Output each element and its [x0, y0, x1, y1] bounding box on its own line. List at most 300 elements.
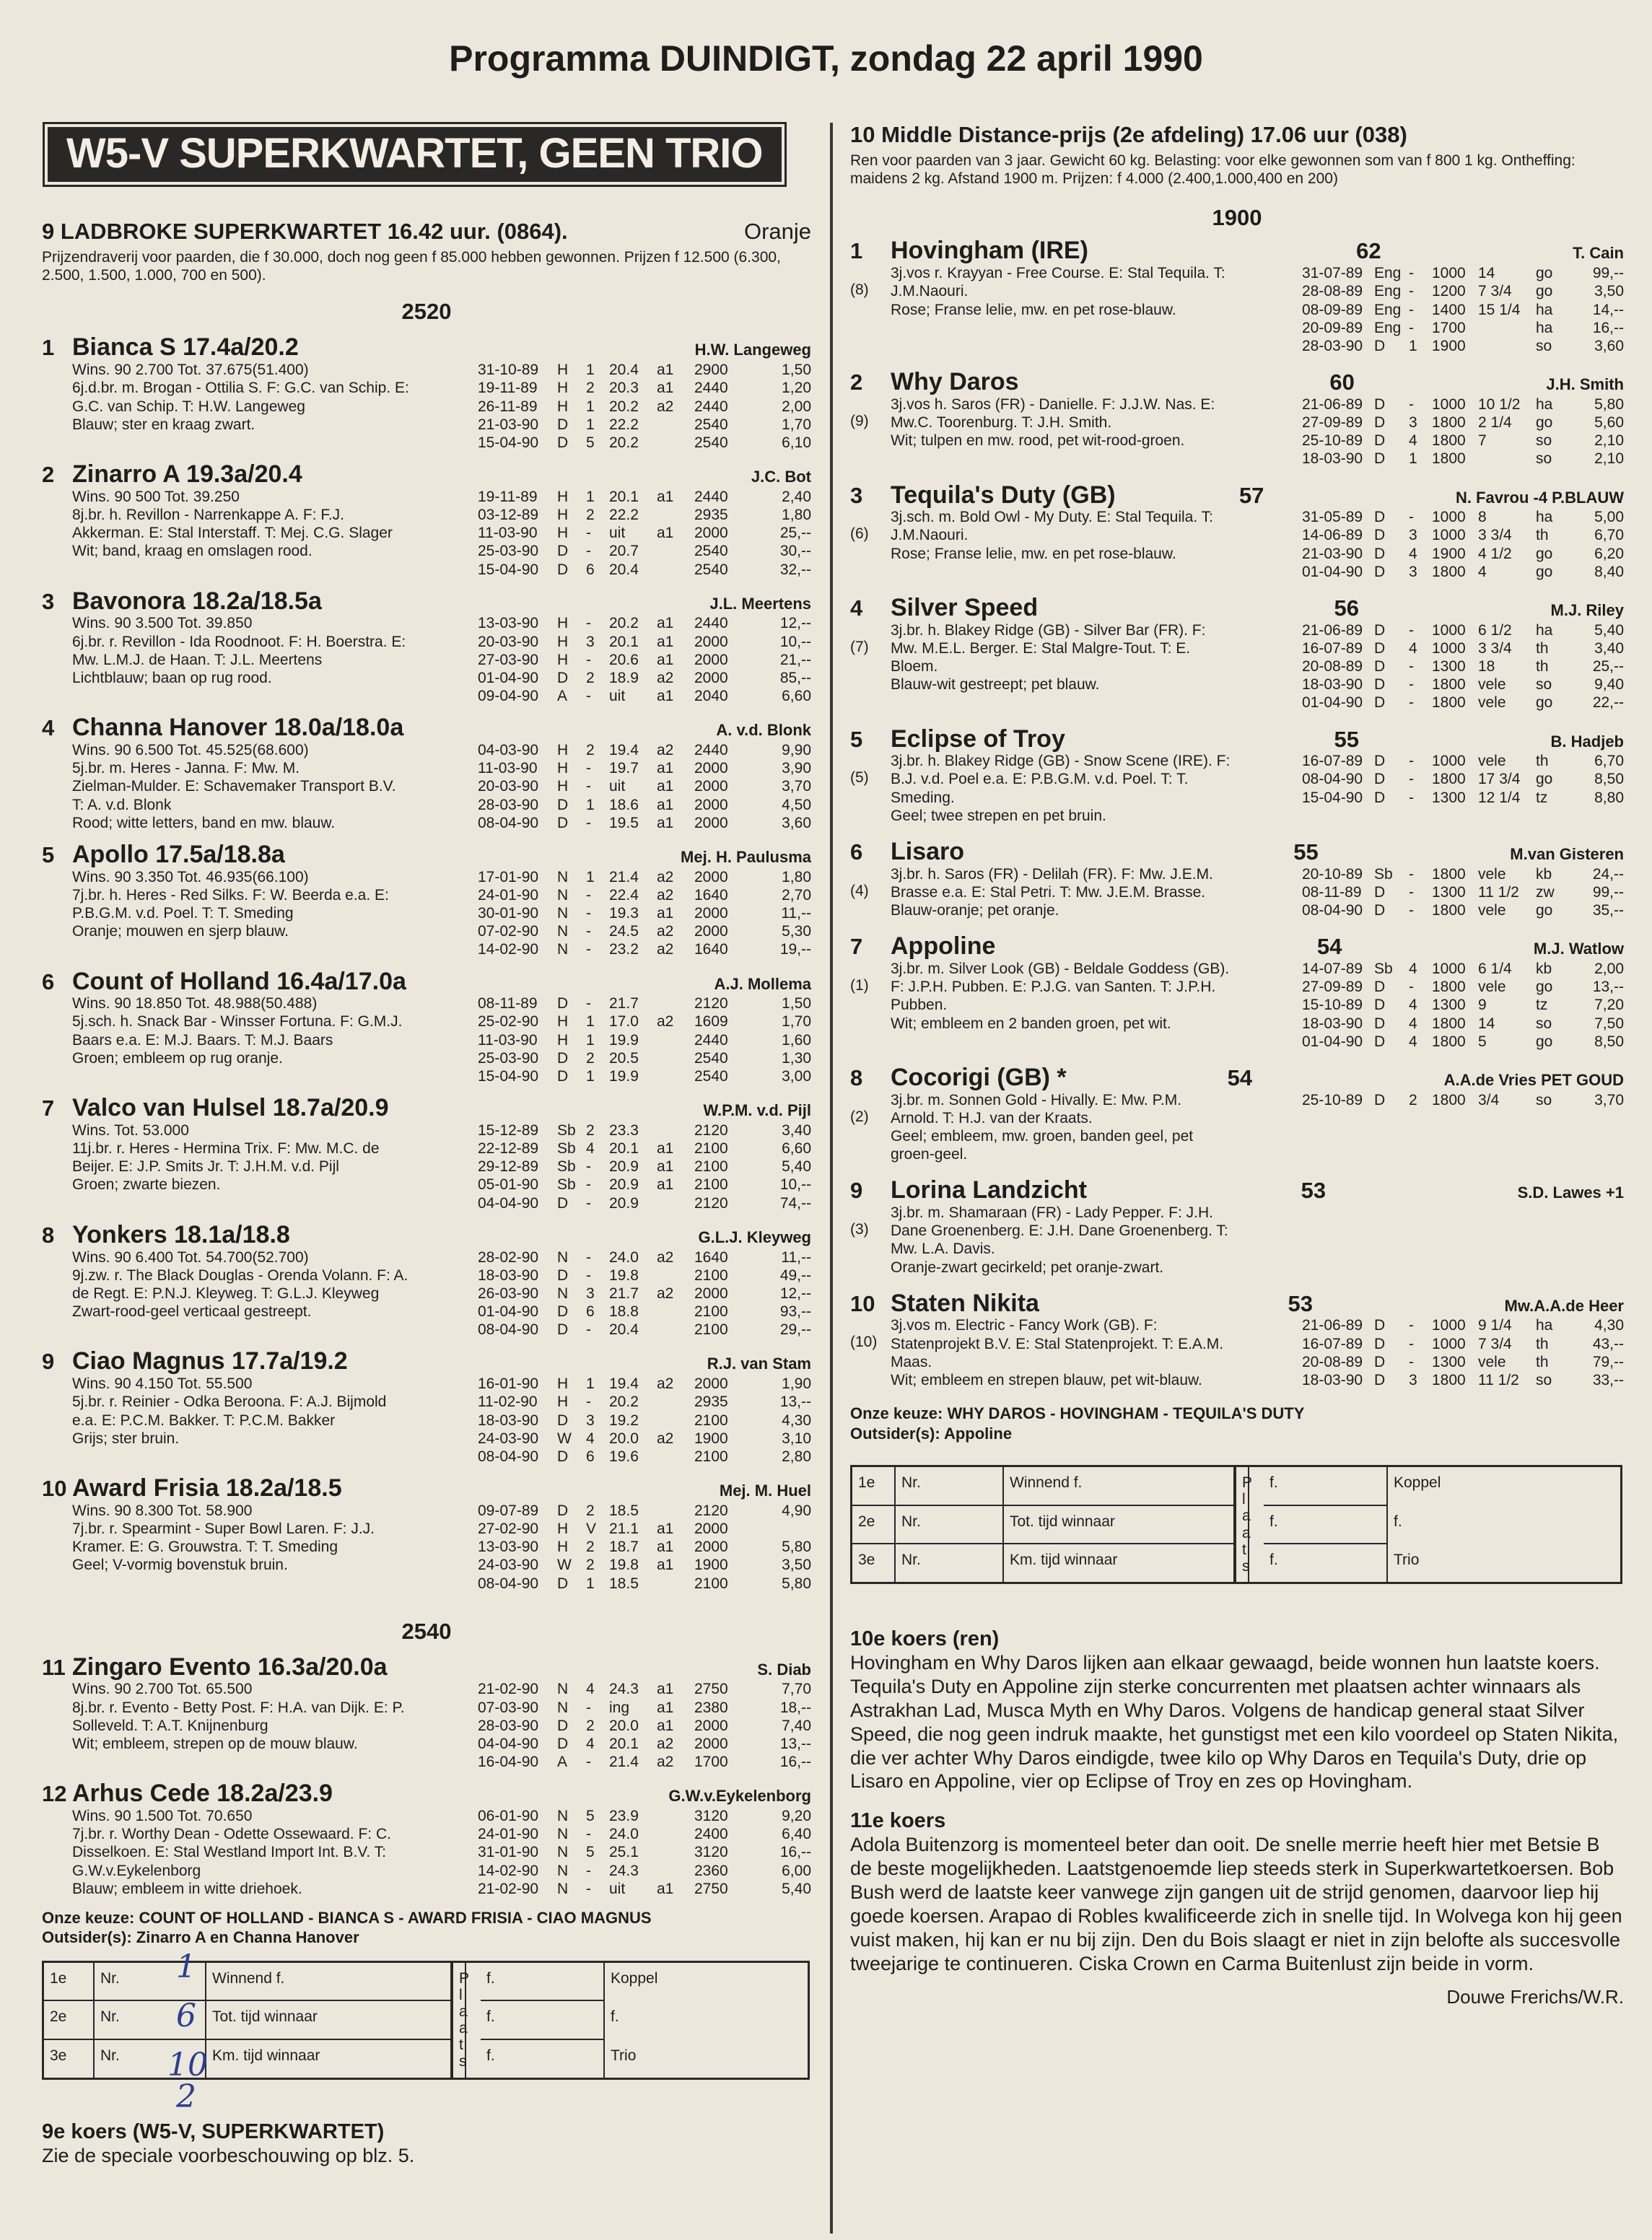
horse-info: 3j.br. m. Shamaraan (FR) - Lady Pepper. F: J.H. Dane Groenenberg. E: J.H. Dane Groenenberg. T: Mw. L.A. Davis. Oranje-zwart gecirkeld; pet oranje-zwart. — [891, 1204, 1228, 1276]
form-cell: 8,50 — [1594, 1033, 1624, 1050]
form-row — [478, 416, 811, 434]
form-cell: - — [1409, 771, 1414, 788]
form-cell: 5,00 — [1594, 509, 1624, 526]
form-cell: N — [557, 886, 569, 904]
form-cell: 4,30 — [782, 1412, 811, 1429]
form-row — [478, 940, 811, 958]
form-cell: 12 1/4 — [1478, 789, 1521, 806]
form-cell: so — [1536, 1091, 1552, 1108]
form-cell: 2540 — [694, 543, 728, 560]
horse-body — [850, 960, 1624, 1051]
form-cell: D — [1374, 753, 1386, 770]
form-cell: 1300 — [1432, 883, 1466, 901]
form-cell: 6 1/2 — [1478, 621, 1512, 639]
form-cell: 2000 — [694, 1735, 728, 1752]
form-row — [478, 1412, 811, 1430]
form-cell: ha — [1536, 319, 1553, 336]
form-cell: 9,40 — [1594, 676, 1624, 694]
form-cell: 29-12-89 — [478, 1158, 539, 1176]
horse-info: 3j.vos r. Krayyan - Free Course. E: Stal Tequila. T: J.M.Naouri. Rose; Franse lelie, mw. en pet rose-blauw. — [891, 265, 1225, 318]
form-cell: 9,90 — [782, 742, 811, 759]
horse-rating: 56 — [1334, 595, 1359, 621]
form-table — [1302, 621, 1624, 712]
form-cell: 19.4 — [609, 1375, 639, 1393]
form-cell: 1800 — [1432, 1091, 1466, 1108]
form-row — [1302, 450, 1624, 468]
horse-name: Why Daros — [891, 368, 1019, 396]
horse-header — [42, 462, 811, 488]
place-label: 3e — [852, 1544, 896, 1582]
form-cell: 14-06-89 — [1302, 527, 1363, 544]
form-cell: 11 1/2 — [1478, 883, 1519, 901]
horse-name: Valco van Hulsel 18.7a/20.9 — [72, 1094, 389, 1122]
form-cell: H — [557, 1375, 569, 1393]
horse-form — [1302, 1091, 1624, 1164]
form-cell: 14 — [1478, 1015, 1495, 1032]
form-cell: go — [1536, 902, 1553, 919]
form-row — [478, 1031, 811, 1049]
form-cell: 2120 — [694, 995, 728, 1012]
form-cell: 2 — [586, 1717, 595, 1734]
horse-header — [850, 839, 1624, 865]
form-cell — [657, 506, 694, 524]
form-cell: go — [1536, 563, 1553, 580]
form-cell: D — [557, 416, 569, 433]
form-cell: 1 — [1409, 450, 1417, 468]
result-label: Winnend f. — [206, 1963, 452, 2002]
form-cell: 2000 — [694, 1539, 728, 1556]
form-cell: 5,80 — [782, 1539, 811, 1556]
form-cell — [657, 994, 694, 1012]
form-cell: 6 — [586, 561, 595, 578]
horse-name: Yonkers 18.1a/18.8 — [72, 1220, 290, 1248]
horse-number: 3 — [850, 482, 863, 508]
form-cell: 11 1/2 — [1478, 1372, 1519, 1389]
horse-rating: 53 — [1301, 1178, 1327, 1204]
form-cell: N — [557, 1248, 569, 1266]
form-cell: 22.2 — [609, 506, 639, 523]
form-cell: D — [557, 1575, 569, 1592]
form-cell: - — [586, 923, 591, 940]
form-row — [478, 361, 811, 379]
koppel-amount: f. — [603, 2001, 791, 2040]
form-cell — [657, 1862, 694, 1880]
horse-header — [42, 1222, 811, 1248]
trainer: Mw.A.A.de Heer — [1504, 1296, 1624, 1315]
form-cell: 2440 — [694, 398, 728, 415]
form-cell: a1 — [657, 633, 674, 650]
form-cell: 13,-- — [779, 1394, 811, 1411]
race9-header — [42, 219, 811, 284]
form-cell: 20.9 — [609, 1194, 639, 1212]
form-cell: H — [557, 380, 569, 397]
form-cell: 19,-- — [779, 941, 811, 958]
form-row — [1302, 789, 1624, 807]
form-row — [478, 1556, 811, 1574]
form-cell: 27-03-90 — [478, 651, 539, 668]
form-cell: 2360 — [694, 1862, 728, 1879]
form-cell: a2 — [657, 941, 674, 958]
form-cell — [657, 1121, 694, 1139]
post-position: (2) — [850, 1108, 869, 1125]
form-cell: 21.7 — [609, 995, 639, 1012]
form-cell: 1,50 — [782, 995, 811, 1012]
form-table — [1302, 960, 1624, 1051]
form-row — [1302, 432, 1624, 450]
form-cell: 5,40 — [782, 1158, 811, 1176]
horse-left — [42, 868, 72, 959]
form-cell: 2100 — [694, 1448, 728, 1465]
horse-body — [42, 868, 811, 959]
form-cell: 18.5 — [609, 1502, 639, 1519]
form-row — [478, 1538, 811, 1556]
amount-label: f. — [1264, 1506, 1386, 1545]
form-cell: uit — [609, 778, 626, 795]
horse-entry — [42, 969, 811, 1086]
form-cell: 6,60 — [782, 1140, 811, 1158]
form-cell: 2 — [586, 1557, 595, 1574]
form-cell: 8,40 — [1594, 563, 1624, 580]
trainer: M.van Gisteren — [1510, 845, 1624, 864]
horse-form — [1302, 508, 1624, 581]
form-cell: 2 — [586, 1121, 595, 1139]
form-cell: 49,-- — [779, 1266, 811, 1284]
form-row — [1302, 545, 1624, 563]
form-row — [1302, 978, 1624, 996]
form-cell: 9,20 — [782, 1808, 811, 1825]
form-cell: 6 1/4 — [1478, 960, 1512, 977]
horse-number: 9 — [850, 1178, 863, 1204]
form-cell: 28-03-90 — [478, 1717, 539, 1734]
horse-form — [1302, 960, 1624, 1051]
form-cell: 2,80 — [782, 1448, 811, 1465]
horse-entry — [42, 1655, 811, 1772]
form-cell: 15-04-90 — [1302, 789, 1363, 806]
form-row — [478, 777, 811, 795]
form-cell: 10,-- — [779, 1176, 811, 1194]
form-cell: 11,-- — [781, 905, 811, 922]
form-cell: 08-09-89 — [1302, 301, 1363, 318]
form-cell: 23.3 — [609, 1121, 639, 1139]
form-row — [478, 1266, 811, 1285]
horse-entry — [850, 1065, 1624, 1163]
section-title-2: 11e koers — [850, 1809, 946, 1833]
form-cell: 15-10-89 — [1302, 997, 1363, 1014]
form-cell: 26-03-90 — [478, 1285, 539, 1302]
form-cell: 43,-- — [1592, 1335, 1624, 1352]
horse-header — [42, 335, 811, 361]
horse-info: Wins. 90 6.400 Tot. 54.700(52.700) 9j.zw. r. The Black Douglas - Orenda Volann. F: A. de Regt. E: P.N.J. Kleyweg. T: G.L.J. Kleyweg Zwart-rood-geel verticaal gestreept. — [72, 1248, 408, 1321]
form-row — [478, 1825, 811, 1843]
form-cell: - — [1409, 1317, 1414, 1334]
form-row — [1302, 337, 1624, 355]
form-cell — [657, 1194, 694, 1212]
form-cell — [657, 1303, 694, 1321]
horse-number: 11 — [42, 1654, 66, 1680]
form-cell: 2380 — [694, 1699, 728, 1716]
form-cell: 2935 — [694, 1394, 728, 1411]
horse-name: Count of Holland 16.4a/17.0a — [72, 967, 406, 995]
form-cell: 4 — [1409, 960, 1417, 977]
form-cell — [657, 1448, 694, 1466]
form-row — [478, 994, 811, 1012]
horse-info: Wins. 90 8.300 Tot. 58.900 7j.br. r. Spearmint - Super Bowl Laren. F: J.J. Kramer. E: G. Grouwstra. T: T. Smeding Geel; V-vormig bovenstuk bruin. — [72, 1502, 375, 1574]
section-text-2: Adola Buitenzorg is momenteel beter dan ooit. De snelle merrie heeft hier met Betsie B de beste mogelijkheden. Laatstgenoemde liep steeds sterk in Superkwartetkoersen. Bob Bush werd de laatste keer vanwege zijn gangen uit de strijd genomen, daarvoor liep hij goede koersen. Arapao di Robles kwalificeerde zich in snelle tijd. In Wolvega kon hij geen vuist maken, hij kan er nu bij zijn. Den du Bois slaagt er niet in zijn belofte als succesvolle tweejarige te continueren. Ciska Crown en Carma Buitenlust zijn beide in vorm. — [850, 1834, 1622, 1975]
form-cell: 8,80 — [1594, 789, 1624, 806]
place-label: 1e — [852, 1467, 896, 1506]
form-cell: D — [557, 561, 569, 578]
form-cell: 1800 — [1432, 676, 1466, 694]
form-cell: 1900 — [1432, 337, 1466, 354]
form-cell: 2 — [586, 380, 595, 397]
form-cell: 2100 — [694, 1176, 728, 1194]
form-cell: 20-10-89 — [1302, 865, 1363, 883]
form-cell: 6,60 — [782, 688, 811, 705]
form-cell — [752, 1520, 811, 1538]
form-cell: - — [586, 1754, 591, 1771]
post-position: (1) — [850, 976, 869, 994]
superkwartet-banner: W5-V SUPERKWARTET, GEEN TRIO — [48, 127, 782, 182]
horse-entry — [42, 1222, 811, 1339]
horse-left — [42, 741, 72, 832]
nr-label: Nr. — [95, 2040, 206, 2078]
form-cell: so — [1536, 1372, 1552, 1389]
form-row — [1302, 319, 1624, 337]
form-cell: 18.6 — [609, 796, 639, 813]
form-cell: 21-02-90 — [478, 1681, 539, 1698]
form-table — [478, 1248, 811, 1339]
form-cell: 3,00 — [782, 1068, 811, 1085]
form-cell: a1 — [657, 1140, 674, 1158]
form-cell: 24-01-90 — [478, 1826, 539, 1843]
form-cell: so — [1536, 450, 1552, 468]
horse-info: Wins. 90 3.500 Tot. 39.850 6j.br. r. Revillon - Ida Roodnoot. F: H. Boerstra. E: Mw. L.M.J. de Haan. T: J.L. Meertens Lichtblauw; baan op rug rood. — [72, 615, 406, 686]
form-cell: N — [557, 1681, 569, 1698]
form-cell: 1,90 — [782, 1375, 811, 1393]
form-cell: 5,80 — [782, 1575, 811, 1592]
form-cell: H — [557, 1031, 569, 1049]
horse-info: 3j.vos h. Saros (FR) - Danielle. F: J.J.W. Nas. E: Mw.C. Toorenburg. T: J.H. Smith. Wit; tulpen en mw. rood, pet wit-rood-groen. — [891, 395, 1215, 450]
horse-name: Tequila's Duty (GB) — [891, 481, 1116, 509]
form-cell: 20-03-90 — [478, 778, 539, 795]
form-cell: a1 — [657, 1539, 674, 1556]
form-cell — [657, 561, 694, 579]
form-cell: W — [557, 1430, 572, 1447]
form-cell: 05-01-90 — [478, 1176, 539, 1194]
form-cell: th — [1536, 658, 1549, 675]
form-cell: 25-10-89 — [1302, 432, 1363, 450]
form-cell: 01-04-90 — [478, 669, 539, 686]
form-cell: 2,10 — [1594, 432, 1624, 450]
form-table — [478, 1502, 811, 1593]
form-row — [478, 651, 811, 669]
form-cell: 1640 — [694, 941, 728, 958]
form-cell: 20.2 — [609, 615, 639, 632]
form-cell: 6 — [586, 1448, 595, 1465]
horse-body — [42, 741, 811, 832]
form-cell: 1800 — [1432, 771, 1466, 788]
form-cell: 2000 — [694, 796, 728, 813]
form-cell: 18,-- — [779, 1699, 811, 1716]
form-cell: 2000 — [694, 1375, 728, 1393]
form-cell: - — [1409, 883, 1414, 901]
form-cell — [657, 1266, 694, 1285]
form-cell: 7,40 — [782, 1717, 811, 1734]
horse-name: Apollo 17.5a/18.8a — [72, 840, 285, 868]
horse-left — [42, 1502, 72, 1593]
horse-header — [42, 842, 811, 868]
form-row — [1302, 657, 1624, 675]
horse-entry — [850, 238, 1624, 355]
horse-left — [42, 994, 72, 1085]
form-cell: 20.0 — [609, 1430, 639, 1447]
form-cell: Sb — [1374, 865, 1393, 883]
form-cell: N — [557, 1844, 569, 1861]
form-cell: go — [1536, 1033, 1553, 1050]
form-cell: so — [1536, 676, 1552, 694]
form-cell: W — [557, 1557, 572, 1574]
form-cell: 1,70 — [782, 1013, 811, 1031]
form-row — [1302, 301, 1624, 319]
form-row — [1302, 639, 1624, 657]
form-cell: D — [557, 1448, 569, 1465]
form-cell: 2000 — [694, 760, 728, 777]
form-cell: D — [557, 995, 569, 1012]
trainer: T. Cain — [1573, 244, 1624, 263]
horse-name: Bianca S 17.4a/20.2 — [72, 333, 299, 362]
form-cell: 1 — [586, 1068, 595, 1085]
form-cell: 1 — [586, 1375, 595, 1393]
horse-entry — [42, 1095, 811, 1212]
form-cell: 1800 — [1432, 432, 1466, 450]
form-cell: - — [1409, 621, 1414, 639]
form-cell: 35,-- — [1592, 902, 1624, 919]
form-cell: th — [1536, 527, 1549, 544]
race-comments — [850, 1627, 1624, 2008]
form-cell: 17-01-90 — [478, 868, 539, 885]
horse-form — [478, 1502, 811, 1593]
horse-rating: 55 — [1334, 726, 1360, 752]
form-cell: 7,50 — [1594, 1015, 1624, 1032]
form-cell: 24.3 — [609, 1862, 639, 1879]
race9-outsider: Outsider(s): Zinarro A en Channa Hanover — [42, 1928, 359, 1947]
form-cell: 1,70 — [782, 416, 811, 433]
form-cell: 19.4 — [609, 742, 639, 759]
form-cell: 20.6 — [609, 651, 639, 668]
horse-header — [42, 1095, 811, 1121]
form-cell: 24.3 — [609, 1681, 639, 1698]
form-cell: so — [1536, 337, 1552, 354]
form-cell: 09-07-89 — [478, 1502, 539, 1519]
form-cell — [1478, 319, 1536, 337]
horse-entry — [42, 1476, 811, 1593]
form-cell: a2 — [657, 1430, 674, 1447]
form-cell: 79,-- — [1592, 1353, 1624, 1370]
form-row — [478, 542, 811, 560]
form-cell: 2,70 — [782, 886, 811, 904]
trainer: N. Favrou -4 P.BLAUW — [1455, 488, 1624, 507]
form-cell: Sb — [1374, 960, 1393, 977]
form-cell: - — [586, 1321, 591, 1339]
form-cell: 6,70 — [1594, 527, 1624, 544]
horse-info: Wins. 90 3.350 Tot. 46.935(66.100) 7j.br. h. Heres - Red Silks. F: W. Beerda e.a. E: P.B.G.M. v.d. Poel. T: T. Smeding Oranje; mouwen en sjerp blauw. — [72, 868, 389, 940]
form-cell: 19.9 — [609, 1068, 639, 1085]
form-cell: 20.0 — [609, 1717, 639, 1734]
form-table — [478, 1121, 811, 1212]
horse-name: Channa Hanover 18.0a/18.0a — [72, 714, 404, 742]
form-cell: 2540 — [694, 1068, 728, 1085]
form-table — [478, 1807, 811, 1898]
form-cell: - — [1409, 301, 1414, 318]
trainer: Mej. H. Paulusma — [681, 847, 811, 866]
form-cell: a1 — [657, 615, 674, 632]
place-label: 2e — [852, 1506, 896, 1545]
form-cell: 15 1/4 — [1478, 301, 1521, 318]
form-cell: 4,90 — [782, 1502, 811, 1519]
form-cell: D — [1374, 1372, 1386, 1389]
form-cell: - — [586, 941, 591, 958]
trainer: R.J. van Stam — [707, 1355, 811, 1373]
result-label: Km. tijd winnaar — [206, 2040, 452, 2078]
section-title-1: 10e koers (ren) — [850, 1627, 1000, 1650]
form-cell: 6,10 — [782, 434, 811, 451]
form-row — [478, 1285, 811, 1303]
form-cell: D — [557, 1502, 569, 1519]
form-cell: 07-02-90 — [478, 923, 539, 940]
form-row — [478, 1680, 811, 1698]
form-cell: 1000 — [1432, 265, 1466, 282]
form-cell: 9 1/4 — [1478, 1317, 1512, 1334]
race10-keuze — [850, 1404, 1624, 1443]
form-cell: 1400 — [1432, 301, 1466, 318]
horse-number: 7 — [42, 1095, 55, 1121]
form-cell: a2 — [657, 742, 674, 759]
form-cell: 15-04-90 — [478, 1068, 539, 1085]
form-cell: 2540 — [694, 434, 728, 451]
form-cell: 5,30 — [782, 923, 811, 940]
horse-header — [42, 1476, 811, 1502]
form-cell: a2 — [657, 1375, 674, 1393]
form-row — [1302, 694, 1624, 712]
form-cell: kb — [1536, 960, 1552, 977]
form-cell: a1 — [657, 778, 674, 795]
form-cell: Sb — [557, 1158, 576, 1176]
form-cell: 2100 — [694, 1140, 728, 1158]
form-cell: - — [1409, 753, 1414, 770]
form-cell: 74,-- — [779, 1194, 811, 1212]
form-cell: 2000 — [694, 923, 728, 940]
form-cell: a1 — [657, 1880, 674, 1897]
form-cell: N — [557, 1285, 569, 1302]
horse-left — [42, 488, 72, 579]
form-cell: 2440 — [694, 1031, 728, 1049]
form-cell: th — [1536, 1353, 1549, 1370]
form-cell: 12,-- — [779, 1285, 811, 1302]
form-cell: vele — [1478, 902, 1506, 919]
horse-body — [42, 1502, 811, 1593]
race9-keuze — [42, 1908, 811, 1948]
form-row — [478, 614, 811, 632]
form-cell: a1 — [657, 1520, 674, 1537]
form-cell: 4 — [1409, 1015, 1417, 1032]
form-cell: 1000 — [1432, 960, 1466, 977]
form-cell: 1700 — [694, 1754, 728, 1771]
form-cell: 19.5 — [609, 814, 639, 831]
form-row — [1302, 1371, 1624, 1389]
form-cell: 29,-- — [779, 1321, 811, 1339]
form-cell: ha — [1536, 1317, 1553, 1334]
form-row — [478, 1321, 811, 1339]
